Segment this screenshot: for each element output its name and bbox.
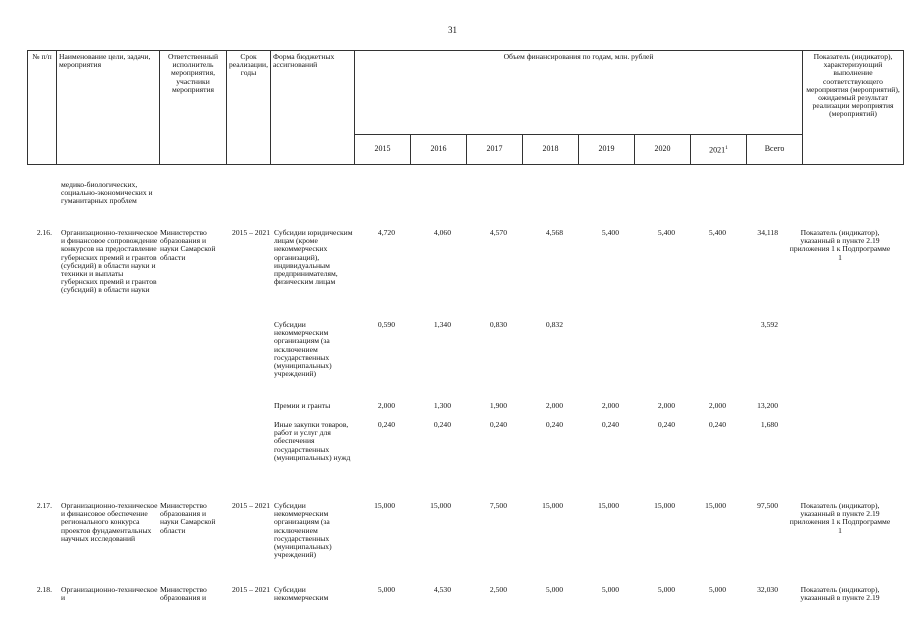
value-2016: 15,000: [430, 501, 451, 510]
row-indicator: Показатель (индикатор), указанный в пункте 2.19 приложения 1 к Подпрограмме 1: [789, 228, 891, 262]
value-2020: 15,000: [654, 501, 675, 510]
value-2020: 5,000: [657, 585, 675, 594]
row-form: Субсидии юридическим лицам (кроме некоммерческих организаций), индивидуальным предпринимателям, физическим лицам: [274, 228, 353, 287]
value-2021: 2,000: [708, 401, 726, 410]
header-volume: Объем финансирования по годам, млн. рублей: [355, 51, 803, 135]
row-name: Организационно-техническое и: [61, 585, 158, 603]
header-form: Форма бюджетных ассигнований: [271, 51, 355, 165]
value-2015: 2,000: [377, 401, 395, 410]
table-header: [27, 50, 904, 165]
value-2020: 5,400: [657, 228, 675, 237]
header-year-2021: [691, 135, 747, 165]
value-total: 34,118: [757, 228, 778, 237]
row-name: Организационно-техническое и финансовое обеспечение регионального конкурса проектов фундаментальных научных исследований: [61, 501, 158, 543]
header-total: Всего: [747, 135, 803, 165]
page-number: 31: [448, 25, 457, 35]
value-2016: 1,300: [433, 401, 451, 410]
header-year: 2019: [579, 135, 635, 165]
value-2019: 5,400: [601, 228, 619, 237]
header-year: 2018: [523, 135, 579, 165]
value-2015: 4,720: [377, 228, 395, 237]
row-indicator: Показатель (индикатор), указанный в пункте 2.19 приложения 1 к Подпрограмме 1: [789, 501, 891, 535]
value-2018: 0,832: [545, 320, 563, 329]
header-term: Срок реализации, годы: [227, 51, 271, 165]
value-2018: 15,000: [542, 501, 563, 510]
row-form: Субсидии некоммерческим: [274, 585, 329, 603]
value-2018: 5,000: [545, 585, 563, 594]
header-num: № п/п: [28, 51, 57, 165]
value-total: 32,030: [757, 585, 778, 594]
row-responsible: Министерство образования и науки Самарской области: [160, 501, 216, 535]
value-total: 1,680: [760, 420, 778, 429]
row-form: Субсидии некоммерческим организациям (за исключением государственных (муниципальных) учреждений): [274, 320, 332, 379]
row-name: Организационно-техническое и финансовое сопровождение конкурсов на предоставление губернских премий и грантов (субсидий) в области науки и техники и выплаты губернских премий и грантов (субсидий) в области науки: [61, 228, 158, 295]
header-indicator: Показатель (индикатор), характеризующий выполнение соответствующего мероприятия (мероприятий), ожидаемый результат реализации мероприятия (мероприятий): [803, 51, 904, 165]
row-form: Иные закупки товаров, работ и услуг для обеспечения государственных (муниципальных) нужд: [274, 420, 351, 462]
value-2018: 2,000: [545, 401, 563, 410]
value-2019: 15,000: [598, 501, 619, 510]
row-number: 2.16.: [36, 228, 52, 237]
value-2021: 5,000: [708, 585, 726, 594]
row-number: 2.17.: [36, 501, 52, 510]
value-2017: 2,500: [489, 585, 507, 594]
continuation-text: медико-биологических, социально-экономических и гуманитарных проблем: [61, 180, 153, 206]
header-year: 2016: [411, 135, 467, 165]
row-form: Субсидии некоммерческим организациям (за исключением государственных (муниципальных) учреждений): [274, 501, 332, 560]
value-2019: 2,000: [601, 401, 619, 410]
value-2021: 0,240: [708, 420, 726, 429]
value-total: 13,200: [757, 401, 778, 410]
header-responsible: Ответственный исполнитель мероприятия, участники мероприятия: [160, 51, 227, 165]
row-indicator: Показатель (индикатор), указанный в пункте 2.19: [800, 585, 880, 603]
header-year: 2017: [467, 135, 523, 165]
value-2015: 5,000: [377, 585, 395, 594]
year-2021: 2021: [709, 145, 726, 155]
value-2015: 15,000: [374, 501, 395, 510]
value-2016: 0,240: [433, 420, 451, 429]
value-total: 3,592: [760, 320, 778, 329]
value-2016: 4,530: [433, 585, 451, 594]
row-term: 2015 – 2021: [232, 585, 270, 594]
value-total: 97,500: [757, 501, 778, 510]
value-2020: 0,240: [657, 420, 675, 429]
value-2016: 4,060: [433, 228, 451, 237]
value-2018: 0,240: [545, 420, 563, 429]
value-2015: 0,590: [377, 320, 395, 329]
row-form: Премии и гранты: [274, 401, 331, 410]
value-2018: 4,568: [545, 228, 563, 237]
value-2017: 0,240: [489, 420, 507, 429]
value-2020: 2,000: [657, 401, 675, 410]
header-year: 2015: [355, 135, 411, 165]
value-2016: 1,340: [433, 320, 451, 329]
footnote-mark: 1: [725, 145, 728, 152]
row-term: 2015 – 2021: [232, 228, 270, 237]
row-responsible: Министерство образования и науки Самарской области: [160, 228, 216, 262]
value-2017: 4,570: [489, 228, 507, 237]
value-2021: 15,000: [705, 501, 726, 510]
value-2019: 5,000: [601, 585, 619, 594]
row-term: 2015 – 2021: [232, 501, 270, 510]
value-2015: 0,240: [377, 420, 395, 429]
header-year: 2020: [635, 135, 691, 165]
value-2017: 7,500: [489, 501, 507, 510]
row-responsible: Министерство образования и: [160, 585, 207, 603]
row-number: 2.18.: [36, 585, 52, 594]
value-2019: 0,240: [601, 420, 619, 429]
header-name: Наименование цели, задачи, мероприятия: [57, 51, 160, 165]
value-2021: 5,400: [708, 228, 726, 237]
value-2017: 0,830: [489, 320, 507, 329]
value-2017: 1,900: [489, 401, 507, 410]
